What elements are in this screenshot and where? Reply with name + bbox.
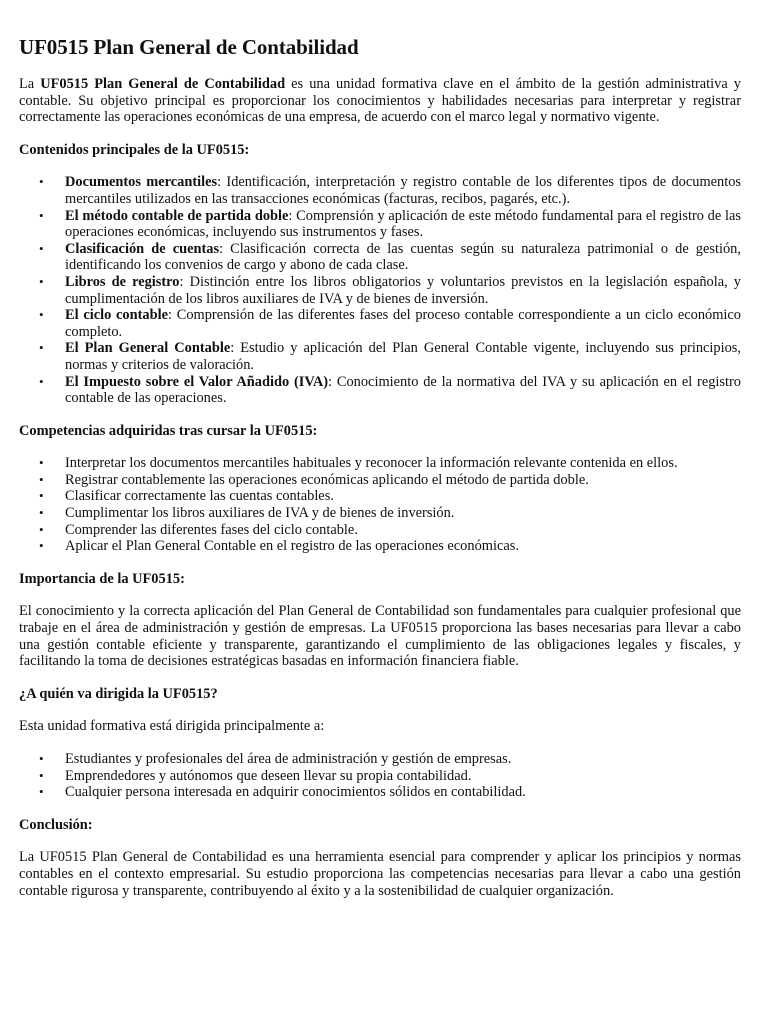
- bullet-icon: •: [39, 207, 44, 223]
- bullet-icon: •: [39, 174, 44, 190]
- list-item: [19, 472, 741, 489]
- bullet-icon: •: [39, 521, 44, 537]
- list-item-text: Cualquier persona interesada en adquirir conocimientos sólidos en contabilidad.: [65, 784, 526, 801]
- list-item: [19, 274, 741, 307]
- intro-prefix: La: [19, 76, 41, 92]
- list-item: [19, 488, 741, 505]
- list-item-text: Cumplimentar los libros auxiliares de IVA y de bienes de inversión.: [65, 505, 455, 522]
- intro-paragraph: [19, 76, 741, 126]
- list-item-term: El método contable de partida doble: [65, 207, 289, 224]
- bullet-icon: •: [39, 471, 44, 487]
- conclusion-heading: Conclusión:: [19, 816, 93, 833]
- list-item-text: : Comprensión y aplicación de este método fundamental para el registro de las operaciones económicas, incluyendo sus instrumentos y fases.: [65, 207, 741, 241]
- intro-bold-title: UF0515 Plan General de Contabilidad: [40, 76, 286, 92]
- list-item-text: : Identificación, interpretación y registro contable de los diferentes tipos de documentos mercantiles utilizados en las transacciones económicas (facturas, recibos, pagarés, etc.).: [65, 174, 742, 207]
- list-item-text: Estudiantes y profesionales del área de administración y gestión de empresas.: [65, 751, 512, 767]
- list-item-text: : Estudio y aplicación del Plan General Contable vigente, incluyendo sus principios, normas y criterios de valoración.: [65, 340, 741, 373]
- bullet-icon: •: [39, 751, 44, 766]
- intro-text: es una unidad formativa clave en el ámbito de la gestión administrativa y contable. Su objetivo principal es proporcionar los conocimientos y habilidades necesarias para interpretar y registrar correctamente las operaciones económicas de una empresa, de acuerdo con el marco legal y normativo vigente.: [19, 76, 741, 126]
- list-item-text: Interpretar los documentos mercantiles habituales y reconocer la información relevante contenida en ellos.: [65, 455, 678, 472]
- list-item: [19, 374, 741, 407]
- list-item: [19, 208, 741, 241]
- dirigida-heading: ¿A quién va dirigida la UF0515?: [19, 685, 218, 702]
- list-item: [19, 307, 741, 340]
- bullet-icon: •: [39, 784, 44, 800]
- list-item-text: Comprender las diferentes fases del ciclo contable.: [65, 521, 358, 538]
- competencias-heading: Competencias adquiridas tras cursar la UF0515:: [19, 422, 318, 439]
- dirigida-paragraph: Esta unidad formativa está dirigida principalmente a:: [19, 718, 325, 735]
- document-page: [19, 34, 741, 915]
- list-item-term: Clasificación de cuentas: [65, 240, 220, 257]
- bullet-icon: •: [39, 273, 44, 289]
- list-item: [19, 784, 741, 801]
- contenidos-list: [19, 174, 741, 406]
- bullet-icon: •: [39, 307, 44, 323]
- importancia-heading: Importancia de la UF0515:: [19, 570, 185, 587]
- bullet-icon: •: [39, 505, 44, 521]
- list-item-term: Documentos mercantiles: [65, 174, 218, 191]
- conclusion-paragraph: La UF0515 Plan General de Contabilidad es una herramienta esencial para comprender y aplicar los principios y normas contables en el contexto empresarial. Su estudio proporciona las competencias necesarias para llevar a cabo una gestión contable rigurosa y transparente, contribuyendo al éxito y a la sostenibilidad de cualquier organización.: [19, 849, 741, 899]
- list-item-text: Registrar contablemente las operaciones económicas aplicando el método de partida doble.: [65, 471, 589, 488]
- list-item-text: Clasificar correctamente las cuentas contables.: [65, 488, 334, 505]
- bullet-icon: •: [39, 240, 44, 256]
- importancia-paragraph: El conocimiento y la correcta aplicación del Plan General de Contabilidad son fundamentales para cualquier profesional que trabaje en el área de administración y gestión de empresas. La UF0515 proporciona las bases necesarias para llevar a cabo una gestión contable eficiente y transparente, garantizando el cumplimiento de las obligaciones legales y fiscales, y facilitando la toma de decisiones estratégicas basadas en información financiera fiable.: [19, 603, 741, 670]
- list-item-term: Libros de registro: [65, 273, 180, 290]
- list-item: [19, 751, 741, 768]
- list-item-text: : Clasificación correcta de las cuentas según su naturaleza patrimonial o de gestión, identificando los convenios de cargo y abono de cada clase.: [65, 240, 741, 274]
- list-item-text: : Comprensión de las diferentes fases del proceso contable correspondiente a un ciclo económico completo.: [65, 307, 741, 340]
- contenidos-heading: Contenidos principales de la UF0515:: [19, 141, 250, 158]
- list-item: [19, 538, 741, 555]
- bullet-icon: •: [39, 488, 44, 504]
- list-item: [19, 174, 741, 207]
- list-item: [19, 241, 741, 274]
- bullet-icon: •: [39, 373, 44, 389]
- list-item: [19, 455, 741, 472]
- list-item-term: El ciclo contable: [65, 307, 168, 324]
- list-item-text: Emprendedores y autónomos que deseen llevar su propia contabilidad.: [65, 767, 472, 784]
- list-item-text: : Distinción entre los libros obligatorios y voluntarios previstos en la legislación española, y cumplimentación de los libros auxiliares de IVA y de bienes de inversión.: [65, 273, 741, 307]
- dirigida-list: [19, 751, 741, 801]
- bullet-icon: •: [39, 455, 44, 471]
- list-item: [19, 522, 741, 539]
- list-item: [19, 768, 741, 785]
- list-item-text: : Conocimiento de la normativa del IVA y su aplicación en el registro contable de las operaciones.: [65, 373, 742, 407]
- list-item: [19, 340, 741, 373]
- bullet-icon: •: [39, 767, 44, 783]
- bullet-icon: •: [39, 538, 44, 554]
- list-item-term: El Impuesto sobre el Valor Añadido (IVA): [65, 373, 329, 390]
- list-item-text: Aplicar el Plan General Contable en el registro de las operaciones económicas.: [65, 538, 519, 555]
- list-item-term: El Plan General Contable: [65, 340, 231, 357]
- competencias-list: [19, 455, 741, 555]
- document-title: UF0515 Plan General de Contabilidad: [19, 35, 359, 59]
- list-item: [19, 505, 741, 522]
- bullet-icon: •: [39, 340, 44, 356]
